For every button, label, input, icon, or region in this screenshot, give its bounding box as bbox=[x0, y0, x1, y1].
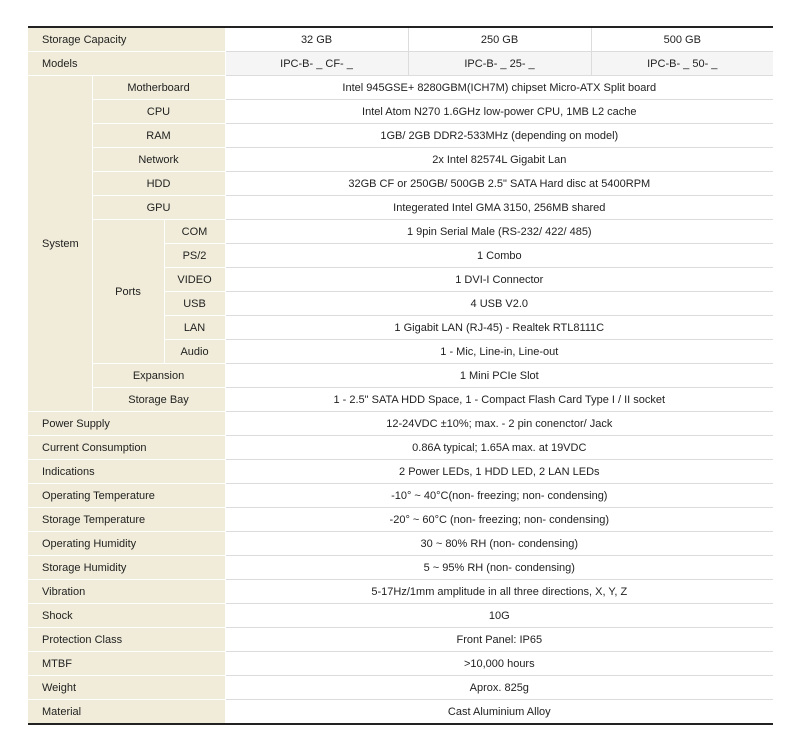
storage-capacity-row bbox=[28, 27, 773, 52]
capacity-250gb: 250 GB bbox=[408, 27, 591, 52]
material-row bbox=[28, 700, 773, 725]
port-com-row bbox=[28, 220, 773, 244]
gpu-label: GPU bbox=[92, 196, 225, 220]
port-com-value: 1 9pin Serial Male (RS-232/ 422/ 485) bbox=[225, 220, 773, 244]
weight-label: Weight bbox=[28, 676, 225, 700]
operating-temperature-label: Operating Temperature bbox=[28, 484, 225, 508]
material-value: Cast Aluminium Alloy bbox=[225, 700, 773, 725]
vibration-row bbox=[28, 580, 773, 604]
storage-humidity-label: Storage Humidity bbox=[28, 556, 225, 580]
capacity-500gb: 500 GB bbox=[591, 27, 773, 52]
ports-label: Ports bbox=[92, 220, 164, 364]
storage-humidity-value: 5 ~ 95% RH (non- condensing) bbox=[225, 556, 773, 580]
storage-temperature-label: Storage Temperature bbox=[28, 508, 225, 532]
power-supply-value: 12-24VDC ±10%; max. - 2 pin conenctor/ Jack bbox=[225, 412, 773, 436]
mtbf-value: >10,000 hours bbox=[225, 652, 773, 676]
cpu-label: CPU bbox=[92, 100, 225, 124]
protection-class-value: Front Panel: IP65 bbox=[225, 628, 773, 652]
hdd-value: 32GB CF or 250GB/ 500GB 2.5" SATA Hard disc at 5400RPM bbox=[225, 172, 773, 196]
system-label: System bbox=[28, 76, 92, 412]
expansion-row bbox=[28, 364, 773, 388]
model-cf: IPC-B- _ CF- _ bbox=[225, 52, 408, 76]
ram-value: 1GB/ 2GB DDR2-533MHz (depending on model) bbox=[225, 124, 773, 148]
port-usb-label: USB bbox=[164, 292, 225, 316]
mtbf-label: MTBF bbox=[28, 652, 225, 676]
spec-table bbox=[28, 26, 773, 725]
current-consumption-label: Current Consumption bbox=[28, 436, 225, 460]
motherboard-value: Intel 945GSE+ 8280GBM(ICH7M) chipset Micro-ATX Split board bbox=[225, 76, 773, 100]
model-50: IPC-B- _ 50- _ bbox=[591, 52, 773, 76]
protection-class-label: Protection Class bbox=[28, 628, 225, 652]
gpu-row bbox=[28, 196, 773, 220]
port-ps2-label: PS/2 bbox=[164, 244, 225, 268]
current-consumption-value: 0.86A typical; 1.65A max. at 19VDC bbox=[225, 436, 773, 460]
weight-row bbox=[28, 676, 773, 700]
operating-temperature-row bbox=[28, 484, 773, 508]
storage-bay-row bbox=[28, 388, 773, 412]
operating-humidity-label: Operating Humidity bbox=[28, 532, 225, 556]
motherboard-label: Motherboard bbox=[92, 76, 225, 100]
hdd-label: HDD bbox=[92, 172, 225, 196]
expansion-label: Expansion bbox=[92, 364, 225, 388]
power-supply-label: Power Supply bbox=[28, 412, 225, 436]
storage-humidity-row bbox=[28, 556, 773, 580]
ram-row bbox=[28, 124, 773, 148]
network-label: Network bbox=[92, 148, 225, 172]
port-ps2-value: 1 Combo bbox=[225, 244, 773, 268]
expansion-value: 1 Mini PCIe Slot bbox=[225, 364, 773, 388]
network-value: 2x Intel 82574L Gigabit Lan bbox=[225, 148, 773, 172]
weight-value: Aprox. 825g bbox=[225, 676, 773, 700]
capacity-32gb: 32 GB bbox=[225, 27, 408, 52]
current-consumption-row bbox=[28, 436, 773, 460]
storage-bay-value: 1 - 2.5" SATA HDD Space, 1 - Compact Flash Card Type I / II socket bbox=[225, 388, 773, 412]
port-lan-value: 1 Gigabit LAN (RJ-45) - Realtek RTL8111C bbox=[225, 316, 773, 340]
shock-label: Shock bbox=[28, 604, 225, 628]
port-lan-label: LAN bbox=[164, 316, 225, 340]
models-row bbox=[28, 52, 773, 76]
indications-row bbox=[28, 460, 773, 484]
port-video-value: 1 DVI-I Connector bbox=[225, 268, 773, 292]
indications-label: Indications bbox=[28, 460, 225, 484]
vibration-label: Vibration bbox=[28, 580, 225, 604]
port-audio-value: 1 - Mic, Line-in, Line-out bbox=[225, 340, 773, 364]
storage-capacity-label: Storage Capacity bbox=[28, 27, 225, 52]
operating-temperature-value: -10° ~ 40°C(non- freezing; non- condensing) bbox=[225, 484, 773, 508]
indications-value: 2 Power LEDs, 1 HDD LED, 2 LAN LEDs bbox=[225, 460, 773, 484]
gpu-value: Integerated Intel GMA 3150, 256MB shared bbox=[225, 196, 773, 220]
operating-humidity-row bbox=[28, 532, 773, 556]
motherboard-row bbox=[28, 76, 773, 100]
hdd-row bbox=[28, 172, 773, 196]
port-video-label: VIDEO bbox=[164, 268, 225, 292]
model-25: IPC-B- _ 25- _ bbox=[408, 52, 591, 76]
power-supply-row bbox=[28, 412, 773, 436]
storage-bay-label: Storage Bay bbox=[92, 388, 225, 412]
material-label: Material bbox=[28, 700, 225, 725]
shock-value: 10G bbox=[225, 604, 773, 628]
protection-class-row bbox=[28, 628, 773, 652]
cpu-row bbox=[28, 100, 773, 124]
port-com-label: COM bbox=[164, 220, 225, 244]
storage-temperature-value: -20° ~ 60°C (non- freezing; non- condensing) bbox=[225, 508, 773, 532]
operating-humidity-value: 30 ~ 80% RH (non- condensing) bbox=[225, 532, 773, 556]
mtbf-row bbox=[28, 652, 773, 676]
cpu-value: Intel Atom N270 1.6GHz low-power CPU, 1MB L2 cache bbox=[225, 100, 773, 124]
port-usb-value: 4 USB V2.0 bbox=[225, 292, 773, 316]
storage-temperature-row bbox=[28, 508, 773, 532]
port-audio-label: Audio bbox=[164, 340, 225, 364]
models-label: Models bbox=[28, 52, 225, 76]
ram-label: RAM bbox=[92, 124, 225, 148]
network-row bbox=[28, 148, 773, 172]
vibration-value: 5-17Hz/1mm amplitude in all three directions, X, Y, Z bbox=[225, 580, 773, 604]
shock-row bbox=[28, 604, 773, 628]
